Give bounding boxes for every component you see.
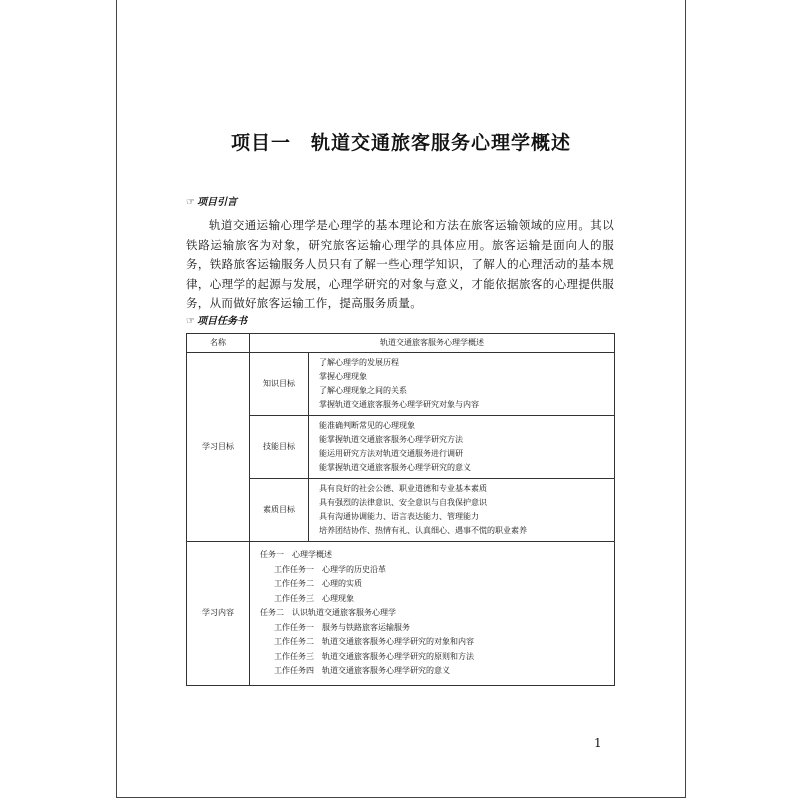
study-content-label: 学习内容 [187, 542, 250, 686]
skill-goal-items [309, 416, 615, 479]
knowledge-list [309, 353, 614, 415]
intro-paragraph: 轨道交通运输心理学是心理学的基本理论和方法在旅客运输领域的应用。其以铁路运输旅客为对象，研究旅客运输心理学的具体应用。旅客运输是面向人的服务，铁路旅客运输服务人员只有了解一些心理学知识，了解人的心理活动的基本规律，心理学的起源与发展，心理学研究的对象与意义，才能依据旅客的心理提供服务，从而做好旅客运输工作，提高服务质量。 [186, 218, 614, 310]
header-name-cell: 名称 [187, 334, 250, 353]
table-row [187, 416, 615, 479]
list-item: 能掌握轨道交通旅客服务心理学研究方法 [319, 435, 463, 444]
list-item: 掌握心理现象 [319, 372, 367, 381]
pointing-hand-icon: ☞ [186, 316, 195, 327]
header-value-cell: 轨道交通旅客服务心理学概述 [250, 334, 615, 353]
list-item: 能掌握轨道交通旅客服务心理学研究的意义 [319, 463, 471, 472]
table-row [187, 479, 615, 542]
subtask-item: 工作任务一 心理学的历史沿革 [274, 564, 386, 574]
subtask-item: 工作任务二 心理的实质 [274, 579, 362, 588]
skill-list [309, 416, 614, 478]
page-number: 1 [594, 736, 602, 750]
list-item: 能准确判断常见的心理现象 [319, 421, 415, 430]
subtask-item: 工作任务一 服务与铁路旅客运输服务 [274, 622, 410, 632]
subtask-item: 工作任务四 轨道交通旅客服务心理学研究的意义 [274, 666, 450, 675]
list-item: 能运用研究方法对轨道交通服务进行调研 [319, 449, 463, 458]
task-heading [186, 312, 247, 327]
task-heading-text: 项目任务书 [196, 316, 247, 327]
study-goal-label: 学习目标 [187, 353, 250, 542]
skill-goal-label: 技能目标 [250, 416, 309, 479]
intro-heading-text: 项目引言 [196, 197, 237, 208]
intro-heading [186, 193, 237, 208]
page-title: 项目一 轨道交通旅客服务心理学概述 [230, 132, 571, 154]
table-row [187, 542, 615, 686]
quality-goal-items [309, 479, 615, 542]
knowledge-goal-label: 知识目标 [250, 353, 309, 416]
table-header-row [187, 334, 615, 353]
study-content-items [250, 542, 615, 686]
task-item: 任务二 认识轨道交通旅客服务心理学 [260, 608, 396, 617]
list-item: 具有良好的社会公德、职业道德和专业基本素质 [319, 484, 487, 493]
quality-goal-label: 素质目标 [250, 479, 309, 542]
subtask-item: 工作任务三 轨道交通旅客服务心理学研究的原则和方法 [274, 651, 474, 661]
list-item: 培养团结协作、热情有礼、认真细心、遇事不慌的职业素养 [319, 526, 527, 535]
quality-list [309, 479, 614, 541]
table-row [187, 353, 615, 416]
pointing-hand-icon: ☞ [186, 197, 195, 208]
list-item: 了解心理学的发展历程 [319, 358, 399, 367]
list-item: 具有沟通协调能力、语言表达能力、管理能力 [319, 512, 479, 521]
subtask-item: 工作任务二 轨道交通旅客服务心理学研究的对象和内容 [274, 637, 474, 646]
content-list [250, 542, 614, 685]
subtask-item: 工作任务三 心理现象 [274, 593, 354, 603]
task-table [186, 333, 615, 686]
knowledge-goal-items [309, 353, 615, 416]
list-item: 具有强烈的法律意识、安全意识与自我保护意识 [319, 498, 487, 507]
task-item: 任务一 心理学概述 [260, 550, 332, 559]
list-item: 掌握轨道交通旅客服务心理学研究对象与内容 [319, 400, 479, 409]
list-item: 了解心理现象之间的关系 [319, 386, 407, 395]
